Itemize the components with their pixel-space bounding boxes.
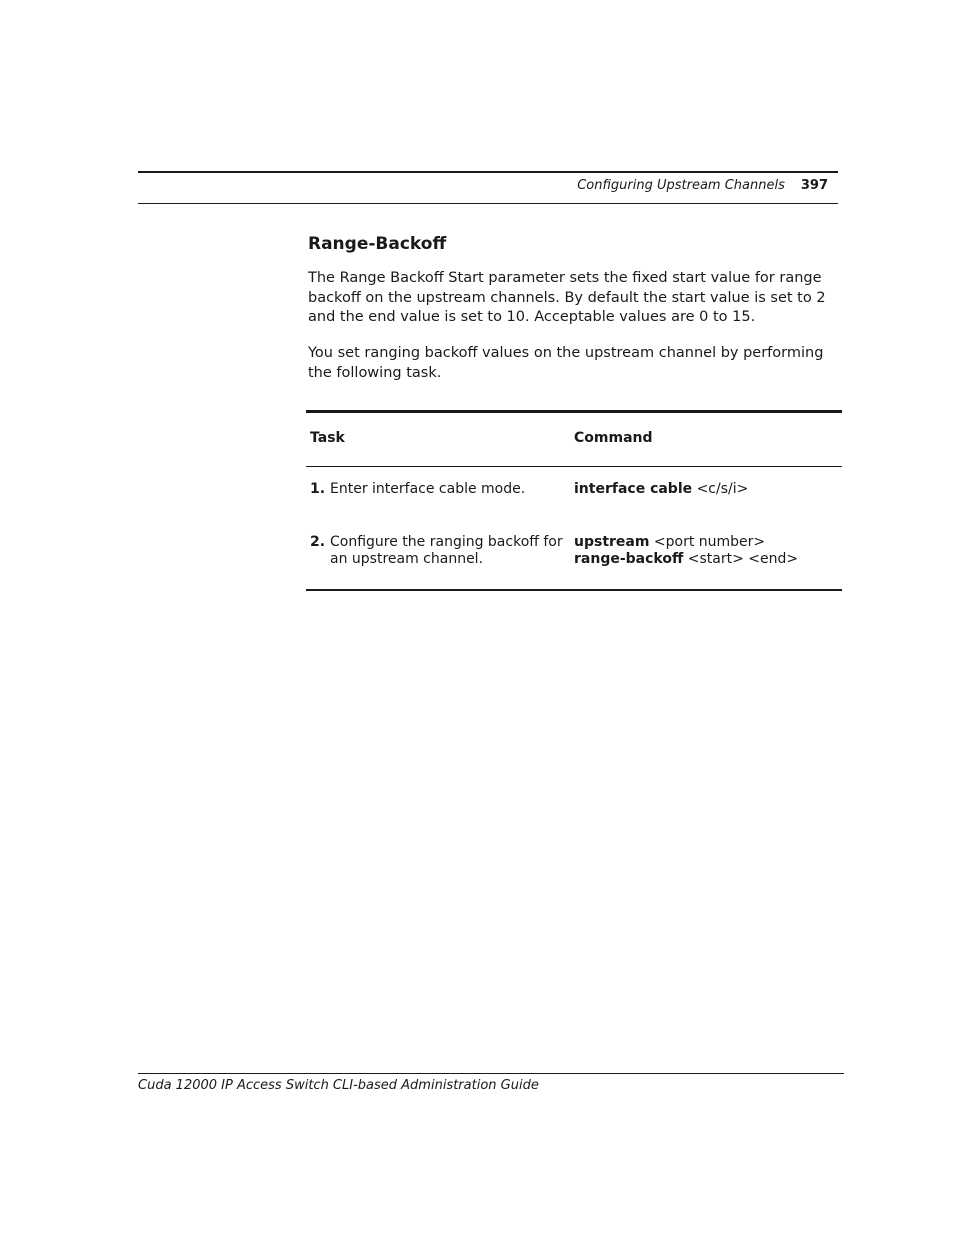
table-row bbox=[306, 467, 842, 535]
page-number: 397 bbox=[800, 178, 828, 193]
running-head bbox=[577, 178, 828, 194]
command-line bbox=[574, 481, 838, 498]
step-number: 1. bbox=[310, 481, 326, 497]
footer-book-title: Cuda 12000 IP Access Switch CLI-based Administration Guide bbox=[138, 1078, 539, 1093]
command-keyword: interface cable bbox=[574, 481, 693, 497]
section-heading: Range-Backoff bbox=[308, 234, 447, 254]
command-args: <start> <end> bbox=[683, 551, 799, 567]
task-intro-paragraph: You set ranging backoff values on the upstream channel by performing the following task. bbox=[308, 345, 824, 381]
column-header-command: Command bbox=[570, 412, 842, 467]
command-cell bbox=[570, 467, 842, 535]
task-cell bbox=[306, 467, 570, 535]
table-header-row bbox=[306, 412, 842, 467]
command-keyword: range-backoff bbox=[574, 551, 684, 567]
task-cell bbox=[306, 534, 570, 590]
command-line bbox=[574, 534, 838, 551]
intro-paragraph: The Range Backoff Start parameter sets the fixed start value for range backoff on the upstream channels. By default the start value is set to 2 and the end value is set to 10. Acceptable values are 0 to 15. bbox=[308, 270, 826, 326]
table-row bbox=[306, 534, 842, 590]
step-number: 2. bbox=[310, 534, 326, 550]
command-keyword: upstream bbox=[574, 534, 650, 550]
step-text: Enter interface cable mode. bbox=[330, 481, 526, 497]
column-header-task: Task bbox=[306, 412, 570, 467]
command-args: <c/s/i> bbox=[692, 481, 749, 497]
command-args: <port number> bbox=[649, 534, 766, 550]
header-rule-bottom bbox=[138, 203, 838, 204]
command-cell bbox=[570, 534, 842, 590]
running-head-section: Configuring Upstream Channels bbox=[577, 178, 785, 193]
task-command-table bbox=[306, 410, 842, 591]
footer-rule bbox=[138, 1073, 844, 1074]
step-text: Configure the ranging backoff for an upstream channel. bbox=[330, 534, 563, 567]
command-line bbox=[574, 551, 838, 568]
header-rule-top bbox=[138, 171, 838, 173]
